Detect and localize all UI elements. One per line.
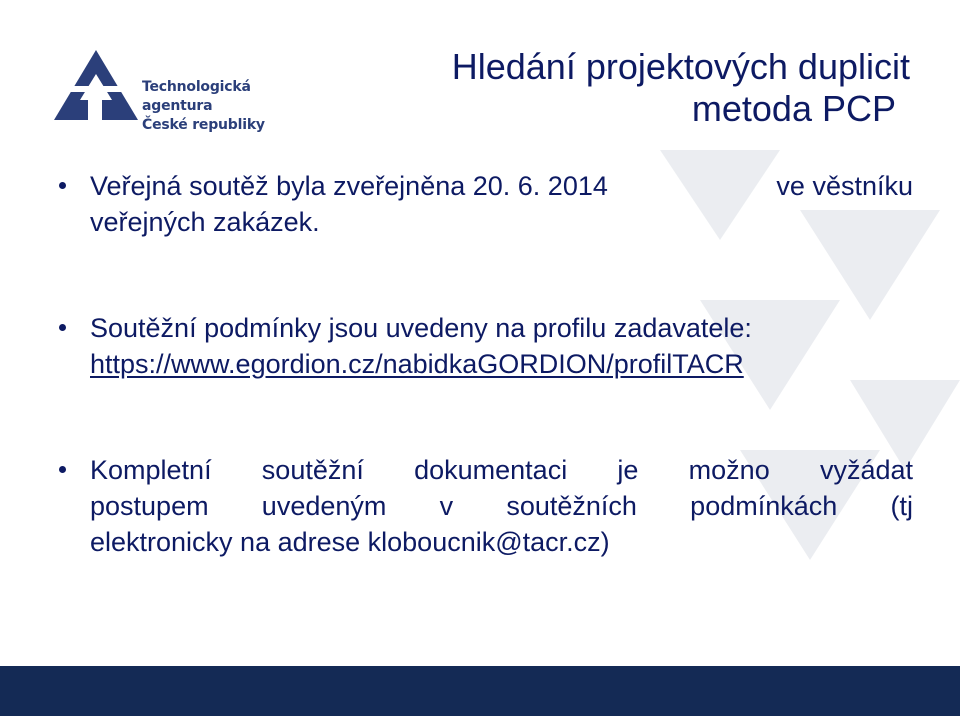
bullet-3-line-1: Kompletní soutěžní dokumentaci je možno vyžádat — [90, 455, 913, 485]
logo-line-2: České republiky — [142, 117, 265, 133]
logo-triangle-icon — [50, 48, 140, 122]
bullet-text-1 — [90, 168, 913, 240]
bullet-1-line-1 — [90, 168, 913, 204]
bullet-2-line-1: Soutěžní podmínky jsou uvedeny na profilu zadavatele: — [90, 313, 752, 343]
bullet-item-1 — [55, 168, 913, 240]
bullet-text-2 — [90, 310, 913, 382]
bullet-item-2 — [55, 310, 913, 382]
logo-line-1: Technologická agentura — [142, 79, 251, 114]
bullet-1-line-2: veřejných zakázek. — [90, 207, 320, 237]
bullet-dot-icon — [59, 324, 66, 331]
logo-text — [142, 78, 310, 135]
bullet-3-line-2: postupem uvedeným v soutěžních podmínkách (tj — [90, 491, 913, 521]
bullet-dot-icon — [59, 466, 66, 473]
bullet-1-date: 20. 6. 2014 — [472, 171, 608, 201]
bullet-1-words: Veřejná soutěž byla zveřejněna 20. 6. 2014 — [90, 171, 608, 201]
bullet-item-3 — [55, 452, 913, 560]
slide-title — [452, 46, 910, 130]
title-line-2: metoda PCP — [691, 88, 896, 129]
footer-bar — [0, 666, 960, 716]
bullet-dot-icon — [59, 182, 66, 189]
bullet-text-3 — [90, 452, 913, 560]
logo — [50, 48, 310, 133]
profile-link[interactable]: https://www.egordion.cz/nabidkaGORDION/profilTACR — [90, 349, 744, 379]
bullet-3-line-3: elektronicky na adrese kloboucnik@tacr.cz) — [90, 527, 610, 557]
title-line-1: Hledání projektových duplicit — [451, 46, 910, 87]
bullet-1-end: ve věstníku — [768, 171, 913, 201]
